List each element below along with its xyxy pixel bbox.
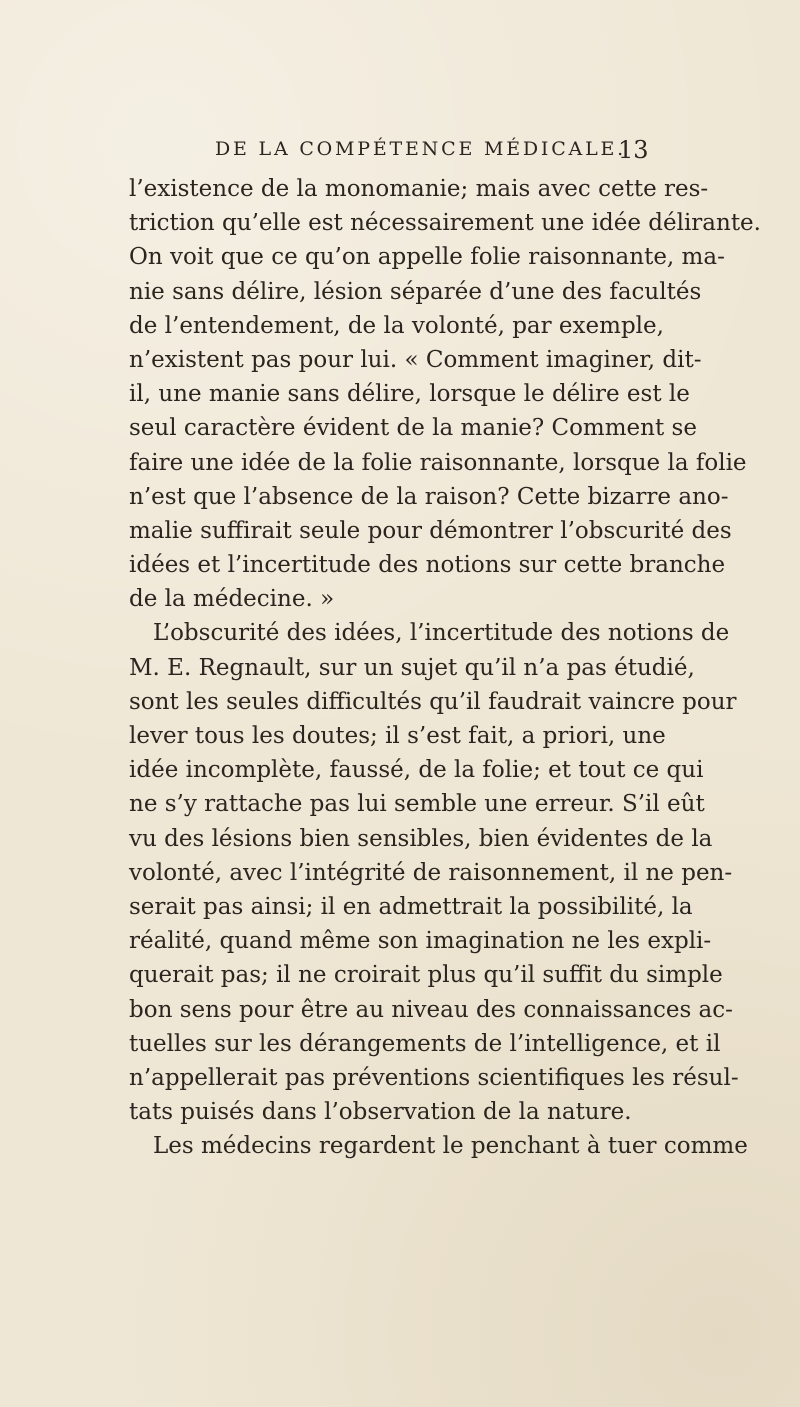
text-line: il, une manie sans délire, lorsque le délire est le xyxy=(129,381,690,408)
text-line: ne s’y rattache pas lui semble une erreur. S’il eût xyxy=(129,791,705,818)
text-line: triction qu’elle est nécessairement une idée délirante. xyxy=(129,210,761,237)
text-line: n’appellerait pas préventions scientifiques les résul- xyxy=(129,1064,739,1091)
text-line: bon sens pour être au niveau des connaissances ac- xyxy=(129,996,733,1023)
page-number: 13 xyxy=(618,136,649,164)
body-text xyxy=(129,172,761,1163)
text-line: L’obscurité des idées, l’incertitude des notions de xyxy=(153,620,730,647)
text-line: serait pas ainsi; il en admettrait la possibilité, la xyxy=(129,893,693,920)
text-line: volonté, avec l’intégrité de raisonnement, il ne pen- xyxy=(129,859,733,886)
text-line: tuelles sur les dérangements de l’intelligence, et il xyxy=(129,1030,721,1057)
text-line: faire une idée de la folie raisonnante, lorsque la folie xyxy=(129,449,747,476)
text-line: lever tous les doutes; il s’est fait, a priori, une xyxy=(129,723,666,749)
text-line: idées et l’incertitude des notions sur cette branche xyxy=(129,552,726,579)
text-line: réalité, quand même son imagination ne les expli- xyxy=(129,928,712,955)
text-line: de la médecine. » xyxy=(129,586,335,613)
text-line: tats puisés dans l’observation de la nature. xyxy=(129,1099,632,1126)
text-line: malie suffirait seule pour démontrer l’obscurité des xyxy=(129,517,732,544)
text-line: de l’entendement, de la volonté, par exemple, xyxy=(129,312,664,339)
running-head: DE LA COMPÉTENCE MÉDICALE. xyxy=(215,138,627,160)
text-line: sont les seules difficultés qu’il faudrait vaincre pour xyxy=(129,688,737,715)
text-line: n’existent pas pour lui. « Comment imaginer, dit- xyxy=(129,346,702,373)
text-line: nie sans délire, lésion séparée d’une des facultés xyxy=(129,278,702,305)
text-line: seul caractère évident de la manie? Comment se xyxy=(129,415,697,442)
text-line: querait pas; il ne croirait plus qu’il suffit du simple xyxy=(129,962,723,989)
page-header xyxy=(0,138,800,168)
text-line: l’existence de la monomanie; mais avec cette res- xyxy=(129,176,709,202)
text-line: vu des lésions bien sensibles, bien évidentes de la xyxy=(129,825,713,852)
text-line: M. E. Regnault, sur un sujet qu’il n’a pas étudié, xyxy=(129,654,695,681)
text-line: Les médecins regardent le penchant à tuer comme xyxy=(153,1133,748,1160)
text-line: n’est que l’absence de la raison? Cette bizarre ano- xyxy=(129,483,729,510)
text-line: idée incomplète, faussé, de la folie; et tout ce qui xyxy=(129,757,704,784)
text-line: On voit que ce qu’on appelle folie raisonnante, ma- xyxy=(129,244,725,271)
